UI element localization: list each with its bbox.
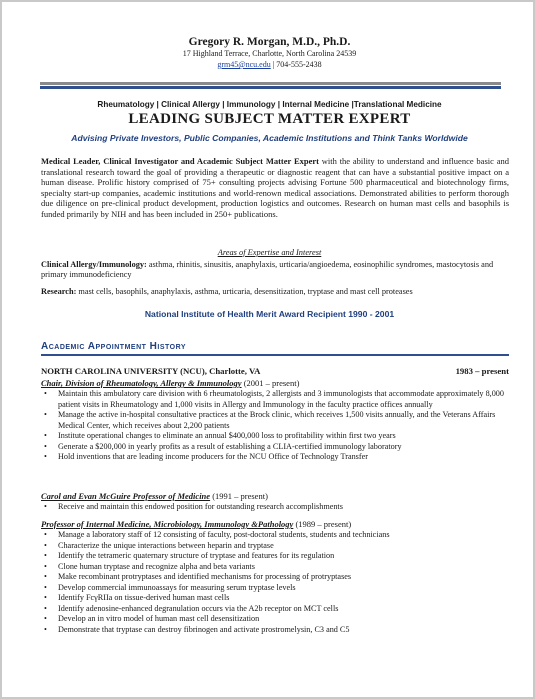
role-title-chair [41, 378, 509, 388]
role-title-professor [41, 519, 509, 529]
role-title: Chair, Division of Rheumatology, Allergy & Immunology [41, 378, 242, 388]
role-title: Professor of Internal Medicine, Microbiology, Immunology &Pathology [41, 519, 294, 529]
summary-text: with the ability to understand and influence basic and translational research toward the goal of providing a therapeutic or diagnostic reagent that can have a substantial positive impact on a human disease. Prolific history comprised of 75+ consulting projects advising Fortune 500 pharmaceutical and biotechnology firms, specialty start-up companies, academic institutions and world-renown medical associations. Demonstrated abilities to perform thorough due diligence on pre-clinical product development, production logistics and outcomes. Research on human mast cells and basophils is funded primarily by NIH and has been included in 250+ publications. [41, 156, 509, 219]
list-item: • Identify the tetrameric quaternary structure of tryptase and features for its regulation [41, 551, 509, 562]
employer-name: NORTH CAROLINA UNIVERSITY (NCU) [41, 366, 205, 376]
list-item: • Institute operational changes to eliminate an annual $400,000 loss to profitability within first two years [41, 431, 509, 442]
list-item: • Receive and maintain this endowed position for outstanding research accomplishments [41, 502, 509, 513]
role-period: (1991 – present) [210, 491, 268, 501]
section-title: Academic Appointment History [41, 341, 187, 352]
list-item: • Make recombinant protryptases and identified mechanisms for processing of protryptases [41, 572, 509, 583]
role-period: (2001 – present) [241, 378, 300, 388]
list-item: • Maintain this ambulatory care division with 6 rheumatologists, 2 allergists and 3 immunologists that accommodate approximately 8,000 patient visits in Rheumatology and 1,000 visits in Allergy and Immunology in the faculty practice offices annually [41, 389, 509, 410]
expertise-label: Research: [41, 287, 77, 296]
list-item: • Demonstrate that tryptase can destroy fibrinogen and activate prostromelysin, C3 and C5 [41, 625, 509, 636]
list-item: • Develop an in vitro model of human mast cell desensitization [41, 614, 509, 625]
summary-lead: Medical Leader, Clinical Investigator and Academic Subject Matter Expert [41, 156, 319, 166]
role-title: Carol and Evan McGuire Professor of Medicine [41, 491, 211, 501]
list-item: • Manage the active in-hospital consultative practices at the Brock clinic, which receives 1,500 visits annually, and the Veterans Affairs Medical Center, which receives about 2,200 patients [41, 410, 509, 431]
list-item: • Manage a laboratory staff of 12 consisting of faculty, post-doctoral students, students and technicians [41, 530, 509, 541]
role-title-professorship [41, 491, 509, 501]
role-bullets-chair [41, 389, 509, 463]
areas-heading: Areas of Expertise and Interest [217, 248, 322, 257]
contact-line [2, 60, 535, 69]
candidate-address: 17 Highland Terrace, Charlotte, North Carolina 24539 [182, 49, 357, 58]
list-item: • Clone human tryptase and recognize alpha and beta variants [41, 562, 509, 573]
role-period: (1989 – present) [293, 519, 352, 529]
expertise-label: Clinical Allergy/Immunology: [41, 260, 147, 269]
list-item: • Generate a $200,000 in yearly profits as a result of establishing a CLIA-certified immunology laboratory [41, 442, 509, 453]
section-rule [41, 354, 509, 356]
phone: | 704-555-2438 [270, 60, 322, 69]
expertise-text: mast cells, basophils, anaphylaxis, asthma, urticaria, desensitization, tryptase and mast cell proteases [76, 287, 413, 296]
candidate-name: Gregory R. Morgan, M.D., Ph.D. [188, 36, 351, 48]
list-item: • Identify adenosine-enhanced degranulation occurs via the A2b receptor on MCT cells [41, 604, 509, 615]
summary-paragraph [41, 156, 509, 220]
specialties-line: Rheumatology | Clinical Allergy | Immunology | Internal Medicine |Translational Medicine [97, 100, 442, 109]
headline: LEADING SUBJECT MATTER EXPERT [128, 111, 411, 127]
expertise-clinical [41, 260, 509, 281]
award-line: National Institute of Health Merit Award Recipient 1990 - 2001 [144, 309, 395, 319]
header-rule-gray [40, 82, 501, 85]
list-item: • Hold inventions that are leading income producers for the NCU Office of Technology Transfer [41, 452, 509, 463]
expertise-research [41, 287, 509, 297]
employer-line [41, 366, 509, 376]
role-bullets-professorship [41, 502, 509, 513]
employer-location: , Charlotte, VA [204, 366, 261, 376]
list-item: • Identify FcγRIIa on tissue-derived human mast cells [41, 593, 509, 604]
header-rule-blue [40, 86, 501, 89]
email-link[interactable]: grm45@ncu.edu [217, 60, 271, 69]
list-item: • Develop commercial immunoassays for measuring serum tryptase levels [41, 583, 509, 594]
expertise-text: asthma, rhinitis, sinusitis, anaphylaxis, urticaria/angioedema, eosinophilic syndromes, mastocytosis and primary immunodeficiency [41, 260, 494, 280]
role-bullets-professor [41, 530, 509, 635]
tagline: Advising Private Investors, Public Companies, Academic Institutions and Think Tanks Worldwide [71, 133, 468, 143]
employer-dates: 1983 – present [455, 366, 509, 376]
list-item: • Characterize the unique interactions between heparin and tryptase [41, 541, 509, 552]
